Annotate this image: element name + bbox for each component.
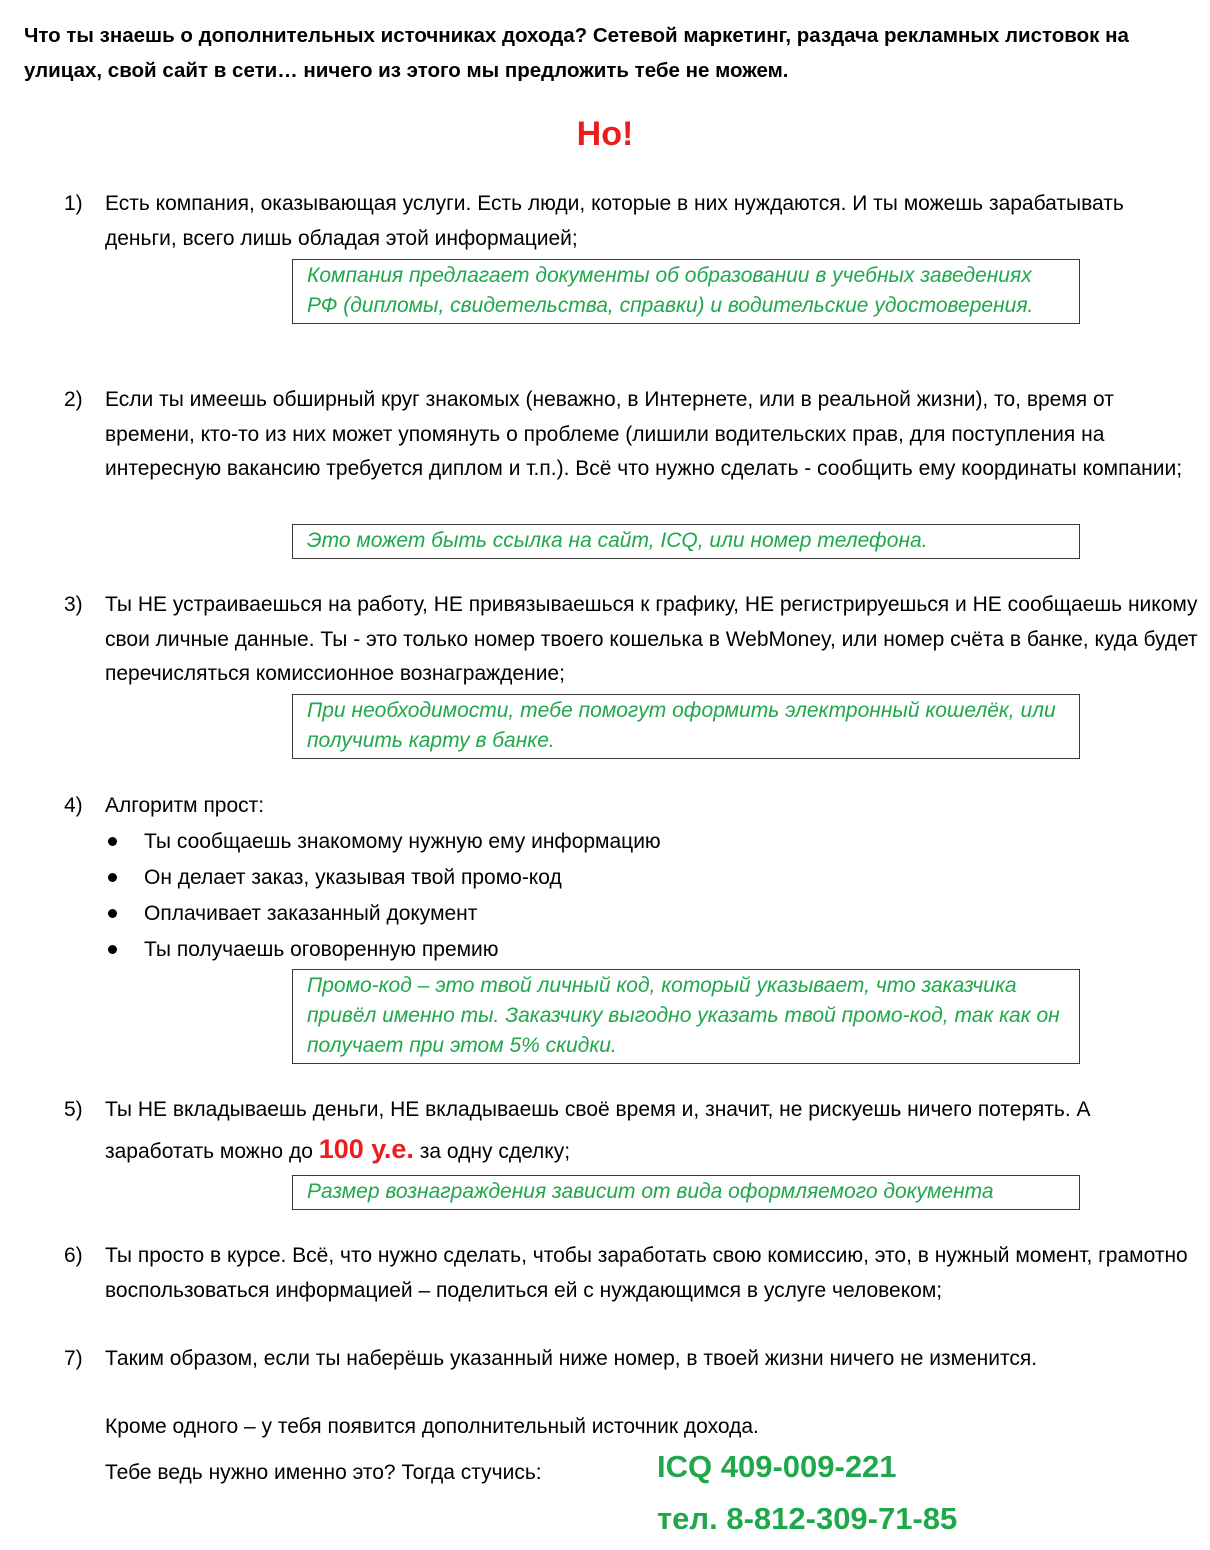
bullet-icon bbox=[108, 873, 117, 882]
item-text: Есть компания, оказывающая услуги. Есть люди, которые в них нуждаются. И ты можешь зарабатывать деньги, всего лишь обладая этой информацией; bbox=[105, 192, 1124, 250]
algorithm-steps bbox=[64, 824, 1199, 968]
item-number: 6) bbox=[64, 1244, 83, 1267]
list-item-5 bbox=[64, 1093, 1199, 1169]
item-number: 1) bbox=[64, 192, 83, 215]
step-text: Ты сообщаешь знакомому нужную ему информацию bbox=[144, 829, 661, 853]
list-item bbox=[64, 932, 1199, 968]
note-box-2: Это может быть ссылка на сайт, ICQ, или номер телефона. bbox=[292, 524, 1080, 559]
bullet-icon bbox=[108, 909, 117, 918]
bullet-icon bbox=[108, 837, 117, 846]
earn-suffix: за одну сделку; bbox=[413, 1139, 571, 1163]
intro-paragraph: Что ты знаешь о дополнительных источниках дохода? Сетевой маркетинг, раздача рекламных листовок на улицах, свой сайт в сети… ничего из этого мы предложить тебе не можем. bbox=[24, 24, 1129, 82]
item-number: 5) bbox=[64, 1098, 83, 1121]
step-text: Ты получаешь оговоренную премию bbox=[144, 937, 499, 961]
item-text: Если ты имеешь обширный круг знакомых (неважно, в Интернете, или в реальной жизни), то, время от времени, кто-то из них может упомянуть о проблеме (лишили водительских прав, для поступления на интересную вакансию требуется диплом и т.п.). Всё что нужно сделать - сообщить ему координаты компании; bbox=[105, 388, 1183, 480]
list-item bbox=[64, 896, 1199, 932]
note-box-3: При необходимости, тебе помогут оформить электронный кошелёк, или получить карту в банке. bbox=[292, 694, 1080, 759]
list-item-2 bbox=[64, 383, 1199, 487]
earn-prefix: заработать можно до bbox=[105, 1139, 319, 1163]
list-item bbox=[64, 860, 1199, 896]
item-text: Таким образом, если ты наберёшь указанный ниже номер, в твоей жизни ничего не изменится. bbox=[105, 1347, 1038, 1370]
reward-amount: 100 у.е. bbox=[318, 1133, 414, 1164]
closing-text: Кроме одного – у тебя появится дополнительный источник дохода. bbox=[105, 1415, 759, 1438]
item-text-continued bbox=[105, 1132, 1199, 1170]
item-number: 4) bbox=[64, 794, 83, 817]
list-item-3 bbox=[64, 588, 1199, 692]
note-box-4: Промо-код – это твой личный код, который указывает, что заказчика привёл именно ты. Заказчику выгодно указать твой промо-код, так как он получает при этом 5% скидки. bbox=[292, 969, 1080, 1064]
item-number: 2) bbox=[64, 388, 83, 411]
closing-text: Тебе ведь нужно именно это? Тогда стучись: bbox=[105, 1461, 542, 1484]
list-item-6 bbox=[64, 1239, 1199, 1308]
item-text: Ты просто в курсе. Всё, что нужно сделать, чтобы заработать свою комиссию, это, в нужный момент, грамотно воспользоваться информацией – поделиться ей с нуждающимся в услуге человеком; bbox=[105, 1244, 1188, 1302]
closing-line-2 bbox=[64, 1456, 1199, 1491]
item-text: Ты НЕ вкладываешь деньги, НЕ вкладываешь своё время и, значит, не рискуешь ничего потерять. А bbox=[105, 1098, 1091, 1121]
phone-contact: тел. 8-812-309-71-85 bbox=[657, 1501, 958, 1536]
item-text: Ты НЕ устраиваешься на работу, НЕ привязываешься к графику, НЕ регистрируешься и НЕ сообщаешь никому свои личные данные. Ты - это только номер твоего кошелька в WebMoney, или номер счёта в банке, куда будет перечисляться комиссионное вознаграждение; bbox=[105, 593, 1198, 685]
closing-line-1 bbox=[64, 1410, 1199, 1445]
list-item-7 bbox=[64, 1342, 1199, 1377]
list-item-1 bbox=[64, 187, 1199, 256]
step-text: Он делает заказ, указывая твой промо-код bbox=[144, 865, 562, 889]
page-heading: Но! bbox=[576, 115, 634, 153]
bullet-icon bbox=[108, 945, 117, 954]
note-box-5: Размер вознаграждения зависит от вида оформляемого документа bbox=[292, 1175, 1080, 1210]
list-item-4 bbox=[64, 789, 1199, 968]
icq-contact: ICQ 409-009-221 bbox=[657, 1449, 897, 1484]
step-text: Оплачивает заказанный документ bbox=[144, 901, 478, 925]
item-number: 3) bbox=[64, 593, 83, 616]
item-text: Алгоритм прост: bbox=[105, 794, 265, 817]
item-number: 7) bbox=[64, 1347, 83, 1370]
list-item bbox=[64, 824, 1199, 860]
note-box-1: Компания предлагает документы об образовании в учебных заведениях РФ (дипломы, свидетельства, справки) и водительские удостоверения. bbox=[292, 259, 1080, 324]
